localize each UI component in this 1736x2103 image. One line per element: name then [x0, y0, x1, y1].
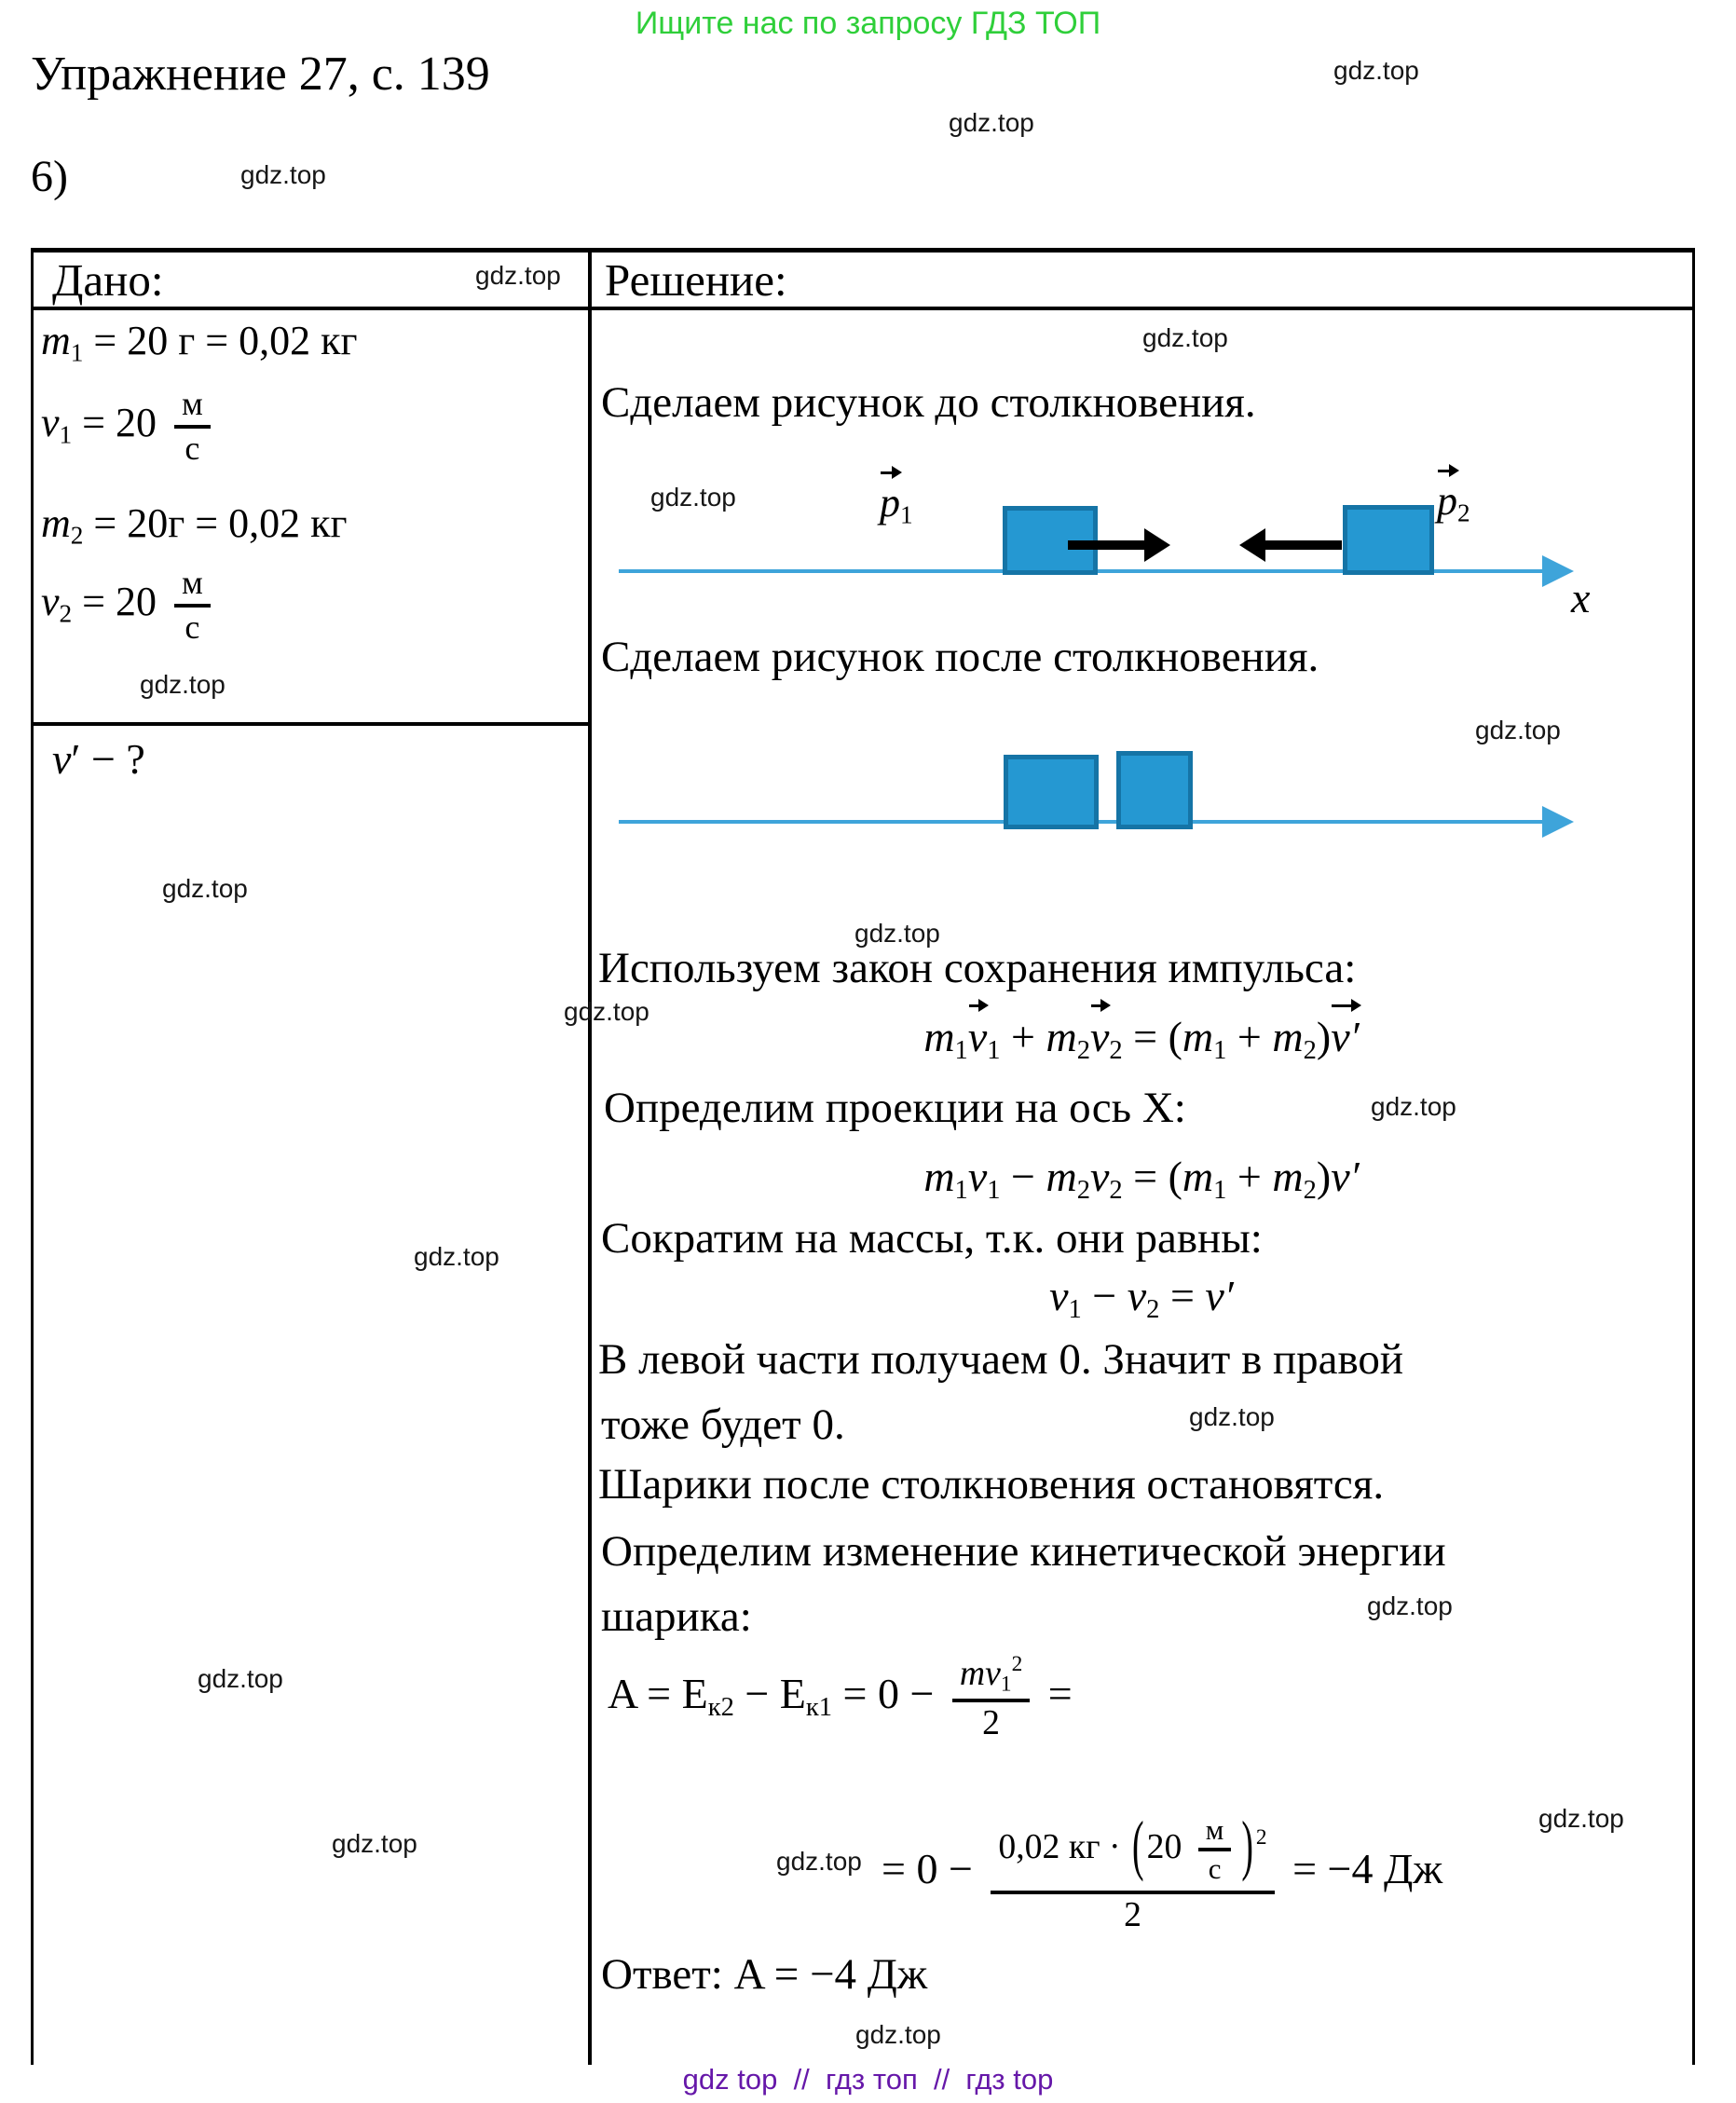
promo-banner: Ищите нас по запросу ГДЗ ТОП — [635, 6, 1101, 41]
table-right-border — [1692, 248, 1695, 2065]
watermark: gdz.top — [854, 919, 940, 948]
given-m2-formula: m2 = 20г = 0,02 кг — [41, 500, 348, 550]
page-title: Упражнение 27, с. 139 — [31, 48, 490, 101]
watermark: gdz.top — [776, 1847, 862, 1876]
watermark: gdz.top — [650, 483, 736, 512]
given-v1-formula: v1 = 20 м с — [41, 384, 218, 470]
solution-step-8a: Определим изменение кинетической энергии — [601, 1527, 1446, 1576]
x-axis-arrowhead-icon — [1542, 555, 1574, 587]
energy-formula: A = Eк2 − Eк1 = 0 − $\frac{mv1^2}{2}$ = — [608, 1652, 1073, 1743]
given-m1-formula: m1 = 20 г = 0,02 кг — [41, 318, 358, 367]
watermark: gdz.top — [162, 874, 248, 903]
solution-step-7: Шарики после столкновения остановятся. — [598, 1460, 1385, 1509]
momentum-conservation-formula: m1 v1 + m2 v2 = (m1 + m2) v′ — [615, 1012, 1668, 1065]
watermark: gdz.top — [564, 997, 649, 1026]
solution-header-label: Решение: — [605, 254, 787, 306]
watermark: gdz.top — [1189, 1402, 1275, 1431]
watermark: gdz.top — [332, 1829, 417, 1858]
find-value-formula: v′ − ? — [52, 735, 145, 783]
momentum-arrow-right-shaft — [1068, 540, 1144, 550]
watermark: gdz.top — [1142, 323, 1228, 352]
table-left-border — [31, 248, 34, 2065]
x-axis-label: x — [1571, 574, 1591, 621]
velocity-formula: v1 − v2 = v′ — [1049, 1272, 1234, 1324]
watermark: gdz.top — [240, 160, 326, 189]
exercise-number: 6) — [31, 152, 68, 201]
watermark: gdz.top — [1333, 56, 1419, 85]
given-header-label: Дано: — [52, 254, 164, 306]
solution-step-3: Используем закон сохранения импульса: — [598, 944, 1357, 992]
table-frame-top — [31, 248, 1695, 253]
watermark: gdz.top — [475, 261, 561, 290]
ball-2-square — [1343, 505, 1434, 575]
axis-arrowhead-after-icon — [1542, 806, 1574, 838]
momentum-arrow-left-shaft — [1265, 540, 1342, 550]
solution-step-5: Сократим на массы, т.к. они равны: — [601, 1214, 1263, 1263]
watermark: gdz.top — [1538, 1804, 1624, 1833]
momentum-arrow-left-head-icon — [1239, 528, 1265, 562]
ball-2-square-after — [1116, 751, 1193, 829]
watermark: gdz.top — [949, 108, 1034, 137]
ball-1-square-after — [1004, 755, 1099, 829]
watermark: gdz.top — [140, 670, 226, 699]
table-column-divider — [588, 248, 592, 2065]
solution-step-6b: тоже будет 0. — [601, 1400, 845, 1449]
solution-step-1: Сделаем рисунок до столкновения. — [601, 378, 1256, 427]
given-section-divider — [31, 722, 592, 726]
watermark: gdz.top — [1367, 1591, 1453, 1620]
given-v2-formula: v2 = 20 м с — [41, 563, 218, 649]
footer-links: gdz top // гдз топ // гдз top — [682, 2063, 1054, 2096]
answer-text: Ответ: A = −4 Дж — [601, 1950, 928, 1999]
watermark: gdz.top — [855, 2020, 941, 2049]
numeric-energy-formula: = 0 − 0,02 кг · (20 м с ) $^2$ 2 = −4 Дж — [882, 1809, 1443, 1934]
solution-step-4: Определим проекции на ось X: — [604, 1084, 1186, 1132]
watermark: gdz.top — [1475, 716, 1561, 744]
p1-vector-label: p1 — [880, 479, 913, 528]
watermark: gdz.top — [198, 1664, 283, 1693]
projection-formula: m1v1 − m2v2 = (m1 + m2)v′ — [923, 1153, 1360, 1205]
watermark: gdz.top — [1371, 1092, 1456, 1121]
solution-step-6a: В левой части получаем 0. Значит в правой — [598, 1335, 1404, 1384]
solution-step-2: Сделаем рисунок после столкновения. — [601, 633, 1319, 681]
table-header-divider — [31, 307, 1695, 310]
momentum-arrow-right-head-icon — [1144, 528, 1170, 562]
p2-vector-label: p2 — [1437, 477, 1470, 526]
watermark: gdz.top — [414, 1242, 499, 1271]
solution-step-8b: шарика: — [601, 1592, 752, 1641]
